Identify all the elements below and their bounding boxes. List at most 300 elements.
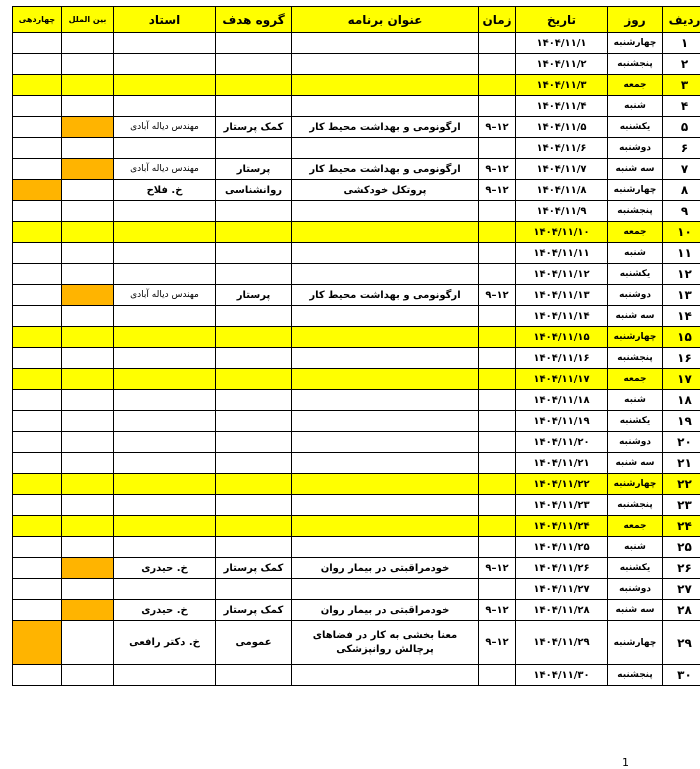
cell-day: شنبه — [608, 96, 663, 117]
cell-day: پنجشنبه — [608, 54, 663, 75]
cell-date: ۱۴۰۴/۱۱/۹ — [516, 201, 608, 222]
cell-title — [292, 96, 479, 117]
cell-date: ۱۴۰۴/۱۱/۷ — [516, 159, 608, 180]
cell-day: یکشنبه — [608, 264, 663, 285]
table-row — [13, 390, 700, 411]
cell-teacher — [114, 264, 216, 285]
cell-four-wall — [13, 600, 62, 621]
cell-interdisciplinary — [62, 411, 114, 432]
cell-day: چهارشنبه — [608, 621, 663, 665]
cell-time — [479, 138, 516, 159]
cell-date: ۱۴۰۴/۱۱/۱۹ — [516, 411, 608, 432]
cell-date: ۱۴۰۴/۱۱/۱۱ — [516, 243, 608, 264]
cell-four-wall — [13, 621, 62, 665]
cell-time — [479, 243, 516, 264]
cell-radif: ۲ — [663, 54, 700, 75]
schedule-body — [13, 33, 700, 686]
cell-title — [292, 411, 479, 432]
cell-date: ۱۴۰۴/۱۱/۲۴ — [516, 516, 608, 537]
cell-day: چهارشنبه — [608, 180, 663, 201]
cell-date: ۱۴۰۴/۱۱/۲۱ — [516, 453, 608, 474]
cell-day: دوشنبه — [608, 285, 663, 306]
cell-time — [479, 516, 516, 537]
cell-four-wall — [13, 348, 62, 369]
cell-day: شنبه — [608, 537, 663, 558]
cell-teacher — [114, 537, 216, 558]
cell-radif: ۱۸ — [663, 390, 700, 411]
cell-interdisciplinary — [62, 348, 114, 369]
cell-four-wall — [13, 54, 62, 75]
cell-day: دوشنبه — [608, 579, 663, 600]
cell-four-wall — [13, 138, 62, 159]
cell-teacher: مهندس دیاله آبادی — [114, 159, 216, 180]
cell-target-group — [216, 201, 292, 222]
cell-target-group — [216, 96, 292, 117]
cell-time — [479, 537, 516, 558]
cell-four-wall — [13, 411, 62, 432]
table-row — [13, 453, 700, 474]
cell-day: جمعه — [608, 516, 663, 537]
cell-interdisciplinary — [62, 537, 114, 558]
cell-title — [292, 369, 479, 390]
table-row — [13, 516, 700, 537]
cell-interdisciplinary — [62, 600, 114, 621]
cell-date: ۱۴۰۴/۱۱/۲۰ — [516, 432, 608, 453]
cell-day: جمعه — [608, 222, 663, 243]
cell-interdisciplinary — [62, 180, 114, 201]
cell-teacher — [114, 495, 216, 516]
cell-four-wall — [13, 537, 62, 558]
table-row — [13, 600, 700, 621]
cell-date: ۱۴۰۴/۱۱/۲۸ — [516, 600, 608, 621]
header-four-wall: چهاردهی — [13, 7, 62, 33]
cell-interdisciplinary — [62, 33, 114, 54]
cell-radif: ۹ — [663, 201, 700, 222]
cell-interdisciplinary — [62, 453, 114, 474]
cell-radif: ۲۳ — [663, 495, 700, 516]
cell-time: ۹–۱۲ — [479, 159, 516, 180]
cell-title: خودمراقبتی در بیمار روان — [292, 558, 479, 579]
cell-four-wall — [13, 75, 62, 96]
cell-title — [292, 348, 479, 369]
cell-four-wall — [13, 474, 62, 495]
cell-date: ۱۴۰۴/۱۱/۲۳ — [516, 495, 608, 516]
cell-four-wall — [13, 306, 62, 327]
cell-radif: ۱ — [663, 33, 700, 54]
cell-time — [479, 75, 516, 96]
cell-title — [292, 327, 479, 348]
cell-title — [292, 665, 479, 686]
cell-four-wall — [13, 180, 62, 201]
cell-interdisciplinary — [62, 579, 114, 600]
cell-time — [479, 579, 516, 600]
cell-interdisciplinary — [62, 138, 114, 159]
cell-target-group — [216, 348, 292, 369]
cell-teacher — [114, 96, 216, 117]
cell-teacher — [114, 54, 216, 75]
cell-four-wall — [13, 117, 62, 138]
cell-teacher: مهندس دیاله آبادی — [114, 117, 216, 138]
schedule-table — [12, 6, 700, 686]
cell-title — [292, 453, 479, 474]
cell-time: ۹–۱۲ — [479, 180, 516, 201]
cell-title: ارگونومی و بهداشت محیط کار — [292, 159, 479, 180]
cell-time — [479, 33, 516, 54]
table-row — [13, 96, 700, 117]
cell-date: ۱۴۰۴/۱۱/۱ — [516, 33, 608, 54]
cell-day: یکشنبه — [608, 411, 663, 432]
cell-radif: ۲۰ — [663, 432, 700, 453]
cell-teacher — [114, 138, 216, 159]
cell-teacher — [114, 474, 216, 495]
cell-target-group — [216, 306, 292, 327]
cell-title — [292, 579, 479, 600]
cell-time — [479, 327, 516, 348]
cell-interdisciplinary — [62, 75, 114, 96]
cell-radif: ۲۲ — [663, 474, 700, 495]
cell-target-group — [216, 54, 292, 75]
cell-target-group — [216, 243, 292, 264]
cell-time — [479, 264, 516, 285]
cell-four-wall — [13, 243, 62, 264]
cell-radif: ۲۴ — [663, 516, 700, 537]
cell-title — [292, 495, 479, 516]
cell-interdisciplinary — [62, 621, 114, 665]
cell-teacher — [114, 201, 216, 222]
cell-teacher: خ. حیدری — [114, 600, 216, 621]
cell-four-wall — [13, 201, 62, 222]
cell-radif: ۶ — [663, 138, 700, 159]
cell-target-group — [216, 138, 292, 159]
cell-date: ۱۴۰۴/۱۱/۳ — [516, 75, 608, 96]
cell-title — [292, 33, 479, 54]
table-row — [13, 33, 700, 54]
table-row — [13, 264, 700, 285]
cell-interdisciplinary — [62, 117, 114, 138]
cell-date: ۱۴۰۴/۱۱/۲۶ — [516, 558, 608, 579]
cell-title — [292, 201, 479, 222]
cell-four-wall — [13, 159, 62, 180]
cell-teacher — [114, 579, 216, 600]
cell-title: پروتکل خودکشی — [292, 180, 479, 201]
cell-four-wall — [13, 453, 62, 474]
cell-interdisciplinary — [62, 665, 114, 686]
cell-date: ۱۴۰۴/۱۱/۲۲ — [516, 474, 608, 495]
cell-four-wall — [13, 558, 62, 579]
cell-title — [292, 138, 479, 159]
cell-date: ۱۴۰۴/۱۱/۲۹ — [516, 621, 608, 665]
table-row — [13, 369, 700, 390]
cell-title — [292, 243, 479, 264]
cell-radif: ۳۰ — [663, 665, 700, 686]
cell-teacher — [114, 516, 216, 537]
cell-four-wall — [13, 579, 62, 600]
cell-interdisciplinary — [62, 264, 114, 285]
cell-time — [479, 665, 516, 686]
cell-target-group — [216, 432, 292, 453]
cell-target-group — [216, 579, 292, 600]
cell-interdisciplinary — [62, 390, 114, 411]
cell-radif: ۱۶ — [663, 348, 700, 369]
cell-interdisciplinary — [62, 306, 114, 327]
cell-title: ارگونومی و بهداشت محیط کار — [292, 285, 479, 306]
cell-time — [479, 201, 516, 222]
table-row — [13, 411, 700, 432]
cell-four-wall — [13, 96, 62, 117]
cell-interdisciplinary — [62, 285, 114, 306]
cell-four-wall — [13, 516, 62, 537]
cell-date: ۱۴۰۴/۱۱/۱۲ — [516, 264, 608, 285]
cell-target-group — [216, 411, 292, 432]
header-time: زمان — [479, 7, 516, 33]
cell-day: دوشنبه — [608, 432, 663, 453]
cell-date: ۱۴۰۴/۱۱/۱۳ — [516, 285, 608, 306]
cell-interdisciplinary — [62, 474, 114, 495]
cell-target-group: کمک پرستار — [216, 117, 292, 138]
cell-interdisciplinary — [62, 222, 114, 243]
table-row — [13, 222, 700, 243]
cell-four-wall — [13, 495, 62, 516]
cell-target-group — [216, 474, 292, 495]
cell-title — [292, 516, 479, 537]
header-target: گروه هدف — [216, 7, 292, 33]
cell-target-group: پرستار — [216, 159, 292, 180]
cell-radif: ۲۶ — [663, 558, 700, 579]
cell-teacher — [114, 306, 216, 327]
cell-day: سه شنبه — [608, 159, 663, 180]
cell-teacher — [114, 33, 216, 54]
cell-day: چهارشنبه — [608, 474, 663, 495]
table-row — [13, 348, 700, 369]
cell-title — [292, 537, 479, 558]
cell-day: چهارشنبه — [608, 33, 663, 54]
cell-time: ۹–۱۲ — [479, 600, 516, 621]
table-row — [13, 138, 700, 159]
cell-four-wall — [13, 369, 62, 390]
cell-teacher — [114, 222, 216, 243]
header-date: تاریخ — [516, 7, 608, 33]
cell-target-group: روانشناسی — [216, 180, 292, 201]
cell-day: دوشنبه — [608, 138, 663, 159]
cell-teacher — [114, 453, 216, 474]
cell-time — [479, 495, 516, 516]
cell-date: ۱۴۰۴/۱۱/۱۸ — [516, 390, 608, 411]
cell-time — [479, 348, 516, 369]
cell-interdisciplinary — [62, 369, 114, 390]
cell-day: سه شنبه — [608, 600, 663, 621]
cell-radif: ۲۷ — [663, 579, 700, 600]
cell-teacher — [114, 369, 216, 390]
cell-radif: ۳ — [663, 75, 700, 96]
cell-day: سه شنبه — [608, 453, 663, 474]
cell-day: پنجشنبه — [608, 201, 663, 222]
table-row — [13, 558, 700, 579]
cell-day: پنجشنبه — [608, 348, 663, 369]
cell-teacher — [114, 327, 216, 348]
cell-radif: ۲۵ — [663, 537, 700, 558]
cell-time — [479, 369, 516, 390]
cell-target-group — [216, 665, 292, 686]
cell-target-group — [216, 369, 292, 390]
cell-teacher — [114, 390, 216, 411]
header-row — [13, 7, 700, 33]
cell-date: ۱۴۰۴/۱۱/۳۰ — [516, 665, 608, 686]
cell-time — [479, 453, 516, 474]
schedule-table-wrapper — [12, 6, 700, 686]
cell-radif: ۱۰ — [663, 222, 700, 243]
table-row — [13, 285, 700, 306]
cell-date: ۱۴۰۴/۱۱/۴ — [516, 96, 608, 117]
cell-target-group — [216, 33, 292, 54]
cell-target-group: عمومی — [216, 621, 292, 665]
cell-time: ۹–۱۲ — [479, 117, 516, 138]
cell-four-wall — [13, 33, 62, 54]
cell-interdisciplinary — [62, 558, 114, 579]
cell-radif: ۴ — [663, 96, 700, 117]
cell-four-wall — [13, 390, 62, 411]
cell-time — [479, 306, 516, 327]
header-teacher: استاد — [114, 7, 216, 33]
cell-four-wall — [13, 432, 62, 453]
cell-four-wall — [13, 285, 62, 306]
cell-interdisciplinary — [62, 327, 114, 348]
cell-day: پنجشنبه — [608, 495, 663, 516]
table-row — [13, 495, 700, 516]
cell-time: ۹–۱۲ — [479, 285, 516, 306]
table-row — [13, 579, 700, 600]
cell-time — [479, 390, 516, 411]
cell-target-group — [216, 222, 292, 243]
header-title: عنوان برنامه — [292, 7, 479, 33]
cell-time — [479, 222, 516, 243]
cell-radif: ۷ — [663, 159, 700, 180]
cell-time — [479, 54, 516, 75]
cell-day: چهارشنبه — [608, 327, 663, 348]
cell-title — [292, 390, 479, 411]
cell-interdisciplinary — [62, 54, 114, 75]
table-row — [13, 327, 700, 348]
cell-target-group — [216, 453, 292, 474]
table-row — [13, 54, 700, 75]
table-row — [13, 75, 700, 96]
cell-interdisciplinary — [62, 96, 114, 117]
cell-title — [292, 474, 479, 495]
cell-teacher: خ. دکتر رافعی — [114, 621, 216, 665]
cell-teacher — [114, 432, 216, 453]
cell-time — [479, 432, 516, 453]
cell-teacher — [114, 411, 216, 432]
cell-target-group — [216, 75, 292, 96]
cell-target-group — [216, 537, 292, 558]
table-row — [13, 432, 700, 453]
cell-radif: ۸ — [663, 180, 700, 201]
cell-radif: ۱۷ — [663, 369, 700, 390]
cell-day: پنجشنبه — [608, 665, 663, 686]
cell-teacher: خ. فلاح — [114, 180, 216, 201]
cell-four-wall — [13, 665, 62, 686]
cell-target-group — [216, 495, 292, 516]
cell-date: ۱۴۰۴/۱۱/۵ — [516, 117, 608, 138]
cell-day: یکشنبه — [608, 558, 663, 579]
cell-four-wall — [13, 327, 62, 348]
cell-radif: ۲۹ — [663, 621, 700, 665]
cell-title — [292, 306, 479, 327]
table-row — [13, 159, 700, 180]
cell-day: یکشنبه — [608, 117, 663, 138]
cell-title — [292, 264, 479, 285]
cell-radif: ۵ — [663, 117, 700, 138]
cell-target-group — [216, 390, 292, 411]
cell-teacher: مهندس دیاله آبادی — [114, 285, 216, 306]
cell-radif: ۱۴ — [663, 306, 700, 327]
header-day: روز — [608, 7, 663, 33]
cell-target-group: پرستار — [216, 285, 292, 306]
cell-title — [292, 54, 479, 75]
cell-title — [292, 75, 479, 96]
cell-radif: ۱۵ — [663, 327, 700, 348]
cell-day: جمعه — [608, 75, 663, 96]
cell-interdisciplinary — [62, 243, 114, 264]
cell-radif: ۲۱ — [663, 453, 700, 474]
cell-four-wall — [13, 264, 62, 285]
cell-time: ۹–۱۲ — [479, 558, 516, 579]
cell-teacher — [114, 665, 216, 686]
cell-title — [292, 432, 479, 453]
cell-time — [479, 474, 516, 495]
cell-time: ۹–۱۲ — [479, 621, 516, 665]
cell-time — [479, 411, 516, 432]
cell-date: ۱۴۰۴/۱۱/۲۵ — [516, 537, 608, 558]
cell-radif: ۱۳ — [663, 285, 700, 306]
cell-date: ۱۴۰۴/۱۱/۱۰ — [516, 222, 608, 243]
cell-time — [479, 96, 516, 117]
table-row — [13, 665, 700, 686]
table-row — [13, 201, 700, 222]
cell-title — [292, 222, 479, 243]
cell-date: ۱۴۰۴/۱۱/۱۶ — [516, 348, 608, 369]
cell-title: خودمراقبتی در بیمار روان — [292, 600, 479, 621]
page-number: 1 — [622, 756, 629, 769]
cell-interdisciplinary — [62, 201, 114, 222]
table-row — [13, 621, 700, 665]
cell-teacher: خ. حیدری — [114, 558, 216, 579]
cell-title: ارگونومی و بهداشت محیط کار — [292, 117, 479, 138]
cell-interdisciplinary — [62, 516, 114, 537]
table-row — [13, 306, 700, 327]
cell-date: ۱۴۰۴/۱۱/۱۵ — [516, 327, 608, 348]
cell-day: جمعه — [608, 369, 663, 390]
cell-interdisciplinary — [62, 495, 114, 516]
cell-date: ۱۴۰۴/۱۱/۲۷ — [516, 579, 608, 600]
table-row — [13, 117, 700, 138]
cell-day: شنبه — [608, 390, 663, 411]
cell-date: ۱۴۰۴/۱۱/۲ — [516, 54, 608, 75]
cell-date: ۱۴۰۴/۱۱/۶ — [516, 138, 608, 159]
cell-four-wall — [13, 222, 62, 243]
header-interdisciplinary: بین الملل — [62, 7, 114, 33]
cell-target-group: کمک پرستار — [216, 558, 292, 579]
cell-day: شنبه — [608, 243, 663, 264]
cell-interdisciplinary — [62, 159, 114, 180]
cell-date: ۱۴۰۴/۱۱/۱۷ — [516, 369, 608, 390]
cell-target-group — [216, 264, 292, 285]
cell-title: معنا بخشی به کار در فضاهای پرچالش روانپزشکی — [292, 621, 479, 665]
cell-radif: ۱۲ — [663, 264, 700, 285]
cell-day: سه شنبه — [608, 306, 663, 327]
table-row — [13, 180, 700, 201]
table-row — [13, 243, 700, 264]
cell-teacher — [114, 75, 216, 96]
